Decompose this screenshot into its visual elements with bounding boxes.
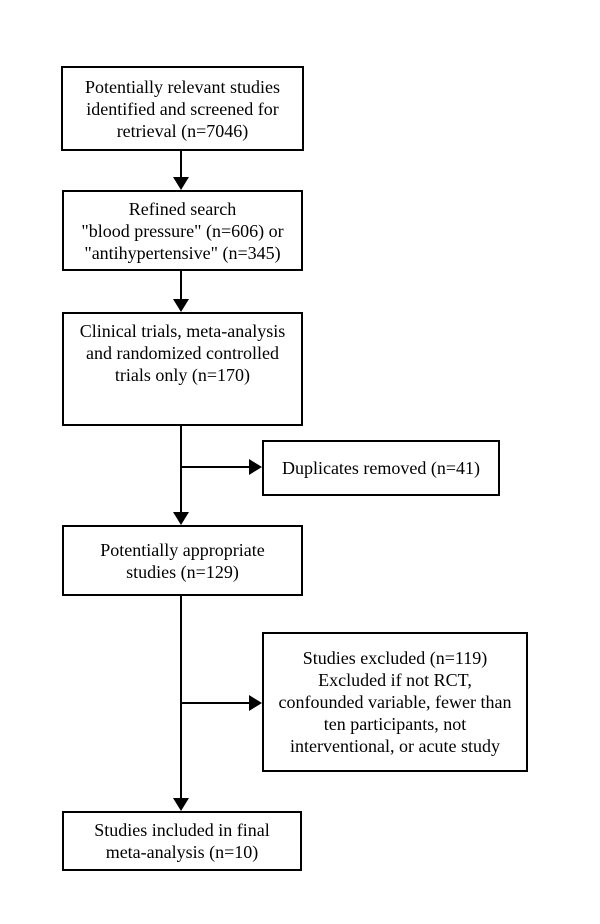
flow-box-excluded-line-5: interventional, or acute study (290, 736, 500, 756)
flow-box-excluded-line-2: Excluded if not RCT, (318, 670, 472, 690)
flow-box-included (62, 811, 302, 871)
flow-box-refined-line-1: Refined search (128, 198, 237, 219)
arrowhead-branch-excluded (249, 695, 262, 711)
flow-box-trials-line-2: and randomized controlled (86, 343, 279, 363)
arrow-trials-to-appropriate-line (180, 426, 182, 513)
flow-box-appropriate-line-1: Potentially appropriate (100, 539, 265, 560)
arrow-screened-to-refined-line (180, 151, 182, 178)
flow-box-trials-line-1: Clinical trials, meta-analysis (79, 321, 286, 341)
flow-box-appropriate (62, 525, 303, 596)
flow-box-excluded-line-3: confounded variable, fewer than (278, 692, 512, 712)
flow-box-duplicates-line-1: Duplicates removed (n=41) (281, 458, 481, 478)
flow-box-included-line-1: Studies included in final (94, 820, 270, 840)
arrowhead-screened-to-refined (173, 177, 189, 190)
flow-box-included-line-2: meta-analysis (n=10) (105, 842, 259, 862)
arrow-branch-excluded-line (180, 702, 250, 704)
flow-box-excluded-line-4: ten participants, not (323, 714, 467, 734)
flow-box-trials (62, 312, 303, 426)
flow-box-refined-line-3: "antihypertensive" (n=345) (84, 242, 281, 263)
arrowhead-trials-to-appropriate (173, 512, 189, 525)
arrowhead-refined-to-trials (173, 299, 189, 312)
flow-box-excluded-line-1: Studies excluded (n=119) (302, 648, 488, 668)
flow-box-screened-line-3: retrieval (n=7046) (116, 120, 249, 141)
arrow-refined-to-trials-line (180, 271, 182, 300)
arrowhead-appropriate-to-included (173, 798, 189, 811)
flow-box-screened-line-1: Potentially relevant studies (85, 76, 280, 97)
arrowhead-branch-duplicates (249, 459, 262, 475)
flow-box-screened-line-2: identified and screened for (86, 98, 279, 119)
arrow-appropriate-to-included-line (180, 596, 182, 798)
flow-box-appropriate-line-2: studies (n=129) (126, 561, 239, 582)
flow-box-duplicates (262, 440, 500, 496)
flow-box-screened (61, 66, 304, 151)
flow-box-trials-line-3: trials only (n=170) (114, 365, 251, 385)
flow-box-refined (62, 190, 303, 271)
flow-box-refined-line-2: "blood pressure" (n=606) or (81, 220, 284, 241)
flow-box-excluded (262, 632, 528, 772)
arrow-branch-duplicates-line (180, 466, 250, 468)
